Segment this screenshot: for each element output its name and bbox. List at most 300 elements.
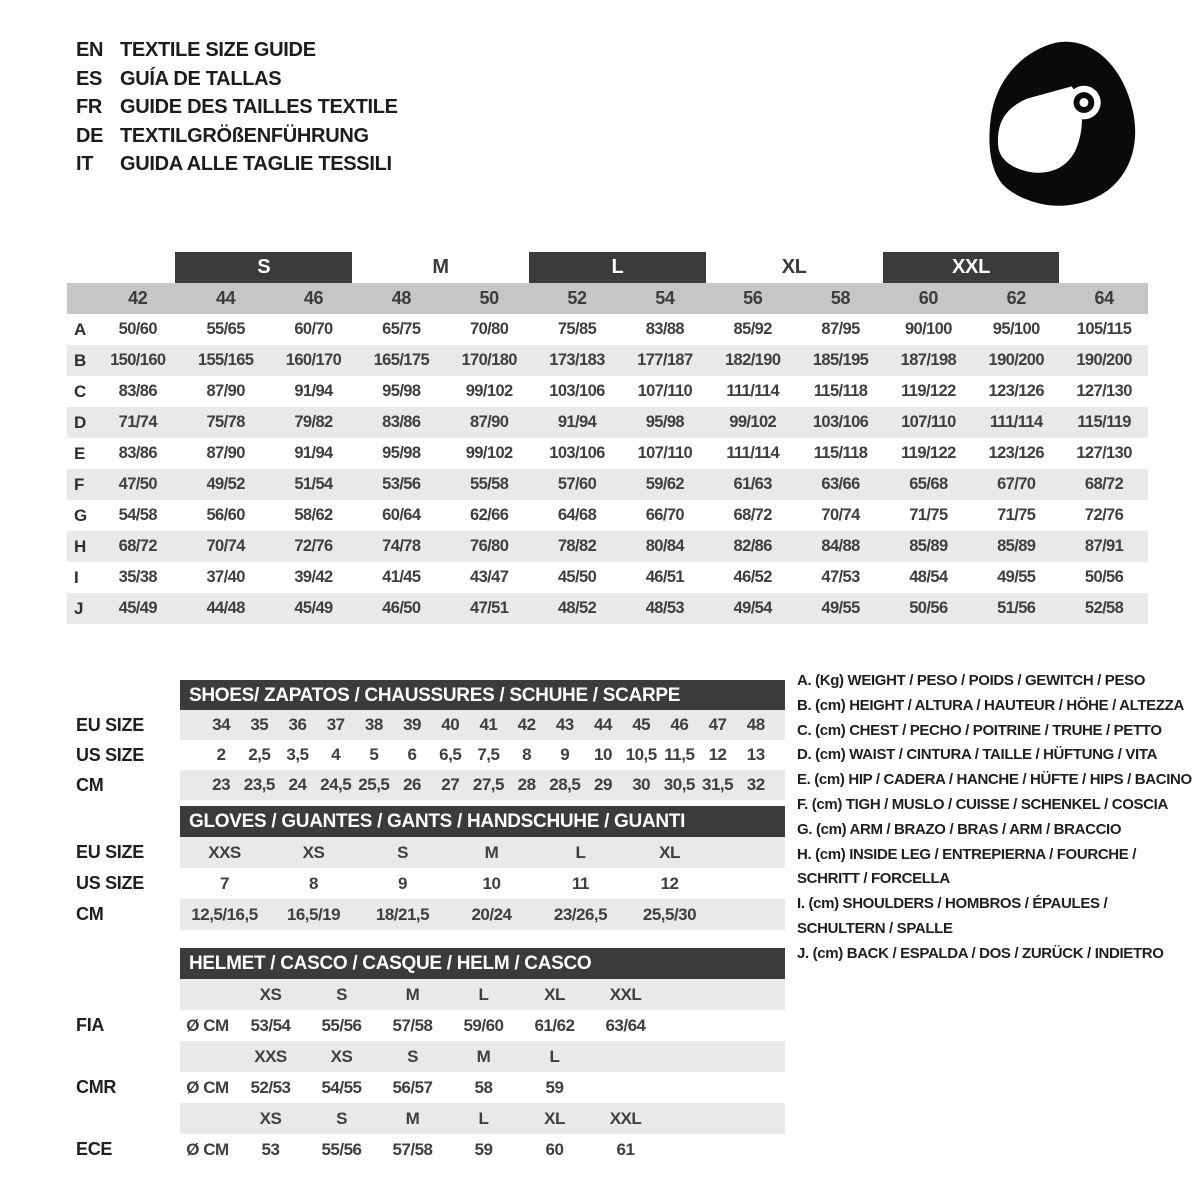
size-value: 50/60 [118,320,157,338]
shoe-size-value: 27,5 [472,775,504,794]
size-value: 54/58 [118,506,157,524]
size-value: 48/53 [645,599,684,617]
shoe-size-value: 8 [522,745,532,764]
shoe-size-value: 48 [746,715,765,734]
gloves-row-eu-size [180,837,785,868]
row-letter: H [74,536,87,556]
helmet-size-value: 59/60 [463,1015,504,1035]
size-value: 95/98 [382,444,421,462]
size-value: 155/165 [197,351,254,369]
shoes-label-cm: CM [76,775,104,795]
helmet-size-header-fia [180,979,785,1010]
helmet-size-name: L [478,1108,489,1128]
helmet-size-name: L [549,1046,560,1066]
size-value: 47/51 [470,599,509,617]
shoe-size-value: 27 [441,775,460,794]
shoe-size-value: 37 [326,715,345,734]
shoes-row-cm [180,770,785,800]
size-value: 127/130 [1076,382,1132,400]
size-group-xl: XL [781,256,807,278]
glove-size-value: L [575,842,586,862]
shoe-size-value: 32 [746,775,765,794]
helmet-size-value: 60 [545,1139,564,1159]
shoes-row-eu-size [180,710,785,740]
size-value: 85/89 [997,537,1036,555]
size-value: 83/86 [118,382,157,400]
size-value: 83/88 [645,320,684,338]
shoes-label-eu-size: EU SIZE [76,715,144,735]
size-value: 160/170 [285,351,342,369]
language-row [76,150,398,179]
size-value: 70/80 [470,320,509,338]
numeric-size: 52 [567,288,587,308]
helmet-size-value: 57/58 [392,1015,433,1035]
language-code: ES [76,67,103,90]
row-letter: G [74,505,88,525]
numeric-size: 58 [830,288,851,308]
size-value: 95/98 [645,413,684,431]
glove-size-value: M [484,842,499,862]
helmet-size-value: 55/56 [321,1015,362,1035]
measurement-legend [797,669,1196,967]
numeric-size: 54 [655,288,675,308]
glove-size-value: XS [302,842,325,862]
shoe-size-value: 46 [670,715,689,734]
size-value: 87/91 [1084,537,1124,555]
size-value: 58/62 [294,506,333,524]
helmet-size-value: 53 [261,1139,280,1159]
helmet-size-name: M [405,1108,420,1128]
helmet-size-value: 53/54 [250,1015,291,1035]
size-value: 46/52 [733,568,772,586]
size-value: 91/94 [294,444,333,462]
size-value: 71/75 [909,506,948,524]
helmet-size-name: XXL [609,1108,642,1128]
glove-size-value: 25,5/30 [642,904,697,924]
helmet-size-name: XS [330,1046,353,1066]
size-value: 85/92 [733,320,772,338]
helmet-size-name: XS [259,984,282,1004]
size-value: 74/78 [382,537,421,555]
shoe-size-value: 10,5 [625,745,657,764]
glove-size-value: 20/24 [471,904,512,924]
size-value: 103/106 [549,382,605,400]
size-value: 45/49 [294,599,333,617]
measurement-row-j [67,593,1148,624]
size-value: 107/110 [637,382,693,400]
size-value: 103/106 [812,413,869,431]
size-value: 91/94 [294,382,333,400]
size-value: 35/38 [118,568,157,586]
shoe-size-value: 4 [331,745,341,764]
helmet-size-value: 56/57 [392,1077,433,1097]
shoe-size-value: 43 [555,715,574,734]
measurement-row-i [67,562,1148,593]
size-value: 68/72 [118,537,157,555]
shoe-size-value: 40 [441,715,460,734]
helmet-size-value: 61 [616,1139,635,1159]
shoe-size-value: 24,5 [320,775,352,794]
numeric-size: 64 [1094,288,1114,308]
size-value: 52/58 [1084,599,1124,617]
size-value: 83/86 [118,444,157,462]
shoe-size-value: 28 [517,775,536,794]
size-value: 60/64 [382,506,421,524]
helmet-size-value: 63/64 [605,1015,646,1035]
row-letter: B [74,350,87,370]
helmet-size-value: 57/58 [392,1139,433,1159]
helmet-size-value: 55/56 [321,1139,362,1159]
shoe-size-value: 10 [594,745,612,764]
size-value: 170/180 [461,351,517,369]
size-value: 66/70 [645,506,684,524]
shoe-size-value: 36 [288,715,307,734]
glove-size-value: 12,5/16,5 [191,904,258,924]
shoe-size-value: 28,5 [549,775,581,794]
glove-size-value: 23/26,5 [553,904,608,924]
size-value: 37/40 [206,568,245,586]
legend-item-c: C. (cm) CHEST / PECHO / POITRINE / TRUHE / PETTO [797,721,1162,739]
helmet-values-fia [180,1010,785,1041]
size-value: 115/118 [813,382,868,400]
size-value: 103/106 [549,444,605,462]
row-letter: J [74,598,84,618]
size-value: 72/76 [294,537,333,555]
shoe-size-value: 25,5 [358,775,390,794]
legend-item-i: I. (cm) SHOULDERS / HOMBROS / ÉPAULES / SCHULTERN / SPALLE [797,895,1108,937]
size-value: 111/114 [726,382,780,400]
shoe-size-value: 29 [594,775,612,794]
size-value: 190/200 [1076,351,1132,369]
size-value: 185/195 [812,351,869,369]
size-value: 75/85 [557,320,597,338]
size-value: 150/160 [110,351,166,369]
shoe-size-value: 2,5 [248,745,271,764]
size-value: 64/68 [557,506,597,524]
size-value: 53/56 [382,475,421,493]
shoe-size-value: 30 [632,775,651,794]
size-value: 187/198 [900,351,957,369]
size-value: 173/183 [549,351,605,369]
gloves-row-us-size [180,868,785,899]
gloves-row-cm [180,899,785,930]
size-value: 55/58 [470,475,509,493]
size-value: 115/118 [813,444,868,462]
helmet-size-value: 59 [545,1077,564,1097]
shoe-size-value: 12 [708,745,727,764]
size-value: 41/45 [382,568,421,586]
size-value: 49/54 [733,599,772,617]
size-value: 60/70 [294,320,333,338]
size-value: 43/47 [470,568,509,586]
diameter-unit: Ø CM [186,1015,229,1035]
size-value: 71/74 [118,413,157,431]
language-code: DE [76,124,104,147]
numeric-size: 56 [743,288,763,308]
legend-item-h: H. (cm) INSIDE LEG / ENTREPIERNA / FOURCHE / SCHRITT / FORCELLA [797,845,1137,888]
shoe-size-value: 34 [212,715,231,734]
glove-size-value: 16,5/19 [286,904,341,924]
measurement-row-g [67,500,1148,531]
shoe-size-value: 26 [403,775,421,794]
measurement-row-d [67,407,1148,438]
size-group-header [67,252,1148,283]
helmet-size-name: XL [544,1108,565,1128]
size-value: 95/100 [992,320,1040,338]
legend-item-e: E. (cm) HIP / CADERA / HANCHE / HÜFTE / HIPS / BACINO [797,771,1192,789]
helmet-size-header-cmr [180,1041,785,1072]
language-title: TEXTILGRÖßENFÜHRUNG [120,124,369,147]
size-value: 57/60 [557,475,597,493]
size-value: 48/52 [557,599,597,617]
measurement-row-f [67,469,1148,500]
language-row [76,65,398,94]
size-value: 119/122 [901,382,956,400]
shoe-size-value: 24 [288,775,307,794]
language-row [76,93,398,122]
helmet-size-name: L [478,984,489,1004]
size-value: 68/72 [1084,475,1124,493]
glove-size-value: XL [659,842,680,862]
size-value: 46/51 [645,568,684,586]
size-group-m: M [432,256,449,278]
legend-item-a: A. (Kg) WEIGHT / PESO / POIDS / GEWITCH / PESO [797,672,1146,689]
size-value: 87/90 [206,444,245,462]
shoe-size-value: 45 [632,715,651,734]
size-value: 165/175 [373,351,430,369]
glove-size-value: 18/21,5 [375,904,430,924]
glove-size-value: 8 [309,873,318,893]
legend-item-g: G. (cm) ARM / BRAZO / BRAS / ARM / BRACCIO [797,820,1122,838]
size-group-s: S [175,252,352,283]
shoes-row-us-size [180,740,785,770]
size-value: 49/52 [206,475,245,493]
size-value: 84/88 [821,537,860,555]
shoe-size-value: 47 [708,715,727,734]
language-title: GUÍA DE TALLAS [120,67,282,90]
gloves-label-us-size: US SIZE [76,873,144,893]
row-letter: E [74,443,86,463]
size-value: 75/78 [206,413,245,431]
numeric-size: 50 [479,288,499,308]
size-value: 70/74 [821,506,860,524]
numeric-size: 46 [303,288,324,308]
shoe-size-value: 44 [594,715,612,734]
helmet-size-value: 52/53 [250,1077,291,1097]
size-group-xxl: XXL [883,252,1060,283]
row-letter: A [74,319,87,339]
shoe-size-value: 2 [216,745,226,764]
language-row [76,36,398,65]
language-code: EN [76,39,104,61]
shoe-size-value: 6 [407,745,417,764]
size-value: 95/98 [382,382,421,400]
legend-item-f: F. (cm) TIGH / MUSLO / CUISSE / SCHENKEL / COSCIA [797,795,1168,813]
size-value: 50/56 [1084,568,1124,586]
measurement-row-h [67,531,1148,562]
shoe-size-value: 7,5 [477,745,500,764]
size-value: 70/74 [206,537,245,555]
glove-size-value: 10 [482,873,501,893]
size-value: 99/102 [729,413,777,431]
size-value: 111/114 [989,413,1043,431]
size-value: 79/82 [294,413,333,431]
size-value: 47/53 [821,568,860,586]
size-value: 47/50 [118,475,157,493]
helmet-size-name: S [407,1046,418,1066]
language-title: GUIDA ALLE TAGLIE TESSILI [120,153,392,175]
size-value: 65/68 [909,475,948,493]
legend-item-j: J. (cm) BACK / ESPALDA / DOS / ZURÜCK / INDIETRO [797,944,1164,962]
size-value: 90/100 [904,320,952,338]
helmet-size-value: 61/62 [534,1015,575,1035]
shoe-size-value: 39 [403,715,421,734]
glove-size-value: XXS [208,842,241,862]
shoe-size-value: 3,5 [286,745,309,764]
helmet-values-cmr [180,1072,785,1103]
size-value: 39/42 [294,568,333,586]
size-value: 71/75 [997,506,1036,524]
legend-item-b: B. (cm) HEIGHT / ALTURA / HAUTEUR / HÖHE / ALTEZZA [797,696,1184,714]
shoes-section-title: SHOES/ ZAPATOS / CHAUSSURES / SCHUHE / SCARPE [180,680,785,711]
row-letter: F [74,474,85,494]
numeric-size: 60 [918,288,938,308]
size-value: 83/86 [382,413,421,431]
glove-size-value: 12 [660,873,679,893]
shoe-size-value: 23,5 [243,775,275,794]
helmet-size-name: S [336,984,347,1004]
shoes-label-us-size: US SIZE [76,745,144,765]
legend-item-d: D. (cm) WAIST / CINTURA / TAILLE / HÜFTUNG / VITA [797,746,1158,764]
shoe-size-value: 35 [250,715,269,734]
language-title: TEXTILE SIZE GUIDE [120,39,316,61]
size-value: 87/95 [821,320,860,338]
numeric-size: 48 [391,288,411,308]
helmet-size-name: XL [544,984,565,1004]
helmet-standard-label-fia: FIA [76,1015,105,1035]
helmet-size-value: 54/55 [321,1077,362,1097]
measurement-row-b [67,345,1148,376]
language-title: GUIDE DES TAILLES TEXTILE [120,96,398,118]
helmet-values-ece [180,1134,785,1165]
measurement-row-e [67,438,1148,469]
size-value: 85/89 [909,537,948,555]
shoe-size-value: 11,5 [664,745,695,764]
textile-size-table [67,252,1148,624]
size-value: 115/119 [1077,413,1131,431]
measurement-row-a [67,314,1148,345]
shoe-size-value: 42 [517,715,536,734]
corner-spacer [67,283,94,314]
helmet-size-value: 58 [474,1077,493,1097]
size-value: 82/86 [733,537,772,555]
helmet-size-name: XXS [254,1046,287,1066]
glove-size-value: 9 [398,873,407,893]
glove-size-value: S [397,842,408,862]
helmet-standard-label-cmr: CMR [76,1077,117,1097]
row-letter: I [74,567,79,587]
shoe-size-value: 38 [364,715,383,734]
size-group-l: L [529,252,706,283]
size-value: 127/130 [1076,444,1132,462]
shoe-size-value: 41 [479,715,498,734]
numeric-size: 62 [1006,288,1026,308]
size-value: 87/90 [206,382,245,400]
gloves-label-cm: CM [76,904,104,924]
size-value: 107/110 [901,413,956,431]
glove-size-value: 11 [572,873,589,893]
helmet-size-name: S [336,1108,347,1128]
gloves-section-title: GLOVES / GUANTES / GANTS / HANDSCHUHE / GUANTI [180,806,785,837]
helmet-size-name: M [476,1046,491,1066]
shoe-size-value: 23 [212,775,231,794]
size-value: 46/50 [382,599,421,617]
helmet-size-name: M [405,984,420,1004]
size-value: 48/54 [909,568,948,586]
size-value: 49/55 [821,599,860,617]
glove-size-value: 7 [220,873,229,893]
helmet-standard-label-ece: ECE [76,1139,113,1159]
size-value: 67/70 [997,475,1036,493]
size-value: 68/72 [733,506,772,524]
size-value: 91/94 [557,413,597,431]
size-value: 55/65 [206,320,245,338]
size-value: 65/75 [382,320,421,338]
size-value: 51/54 [294,475,333,493]
size-value: 107/110 [637,444,693,462]
shoe-size-value: 13 [746,745,765,764]
language-title-list [76,36,398,179]
size-value: 123/126 [988,444,1044,462]
size-value: 87/90 [470,413,509,431]
size-value: 190/200 [988,351,1044,369]
size-value: 80/84 [645,537,684,555]
size-value: 51/56 [997,599,1036,617]
size-value: 123/126 [988,382,1044,400]
size-value: 45/49 [118,599,157,617]
gloves-label-eu-size: EU SIZE [76,842,144,862]
racing-helmet-icon [980,38,1138,210]
shoe-size-value: 30,5 [663,775,695,794]
numeric-size: 42 [128,288,148,308]
helmet-size-name: XXL [609,984,642,1004]
numeric-size-header [67,283,1148,314]
size-value: 61/63 [733,475,772,493]
diameter-unit: Ø CM [186,1077,229,1097]
language-code: FR [76,96,103,118]
size-value: 59/62 [645,475,684,493]
row-letter: D [74,412,87,432]
row-letter: C [74,381,87,401]
language-code: IT [76,153,94,175]
size-value: 56/60 [206,506,245,524]
size-value: 177/187 [637,351,693,369]
size-value: 63/66 [821,475,860,493]
size-value: 44/48 [206,599,245,617]
size-value: 105/115 [1076,320,1132,338]
helmet-size-name: XS [259,1108,282,1128]
shoe-size-value: 9 [560,745,570,764]
measurement-row-c [67,376,1148,407]
size-value: 99/102 [465,444,513,462]
size-value: 78/82 [557,537,597,555]
size-value: 111/114 [726,444,780,462]
helmet-section-title: HELMET / CASCO / CASQUE / HELM / CASCO [180,948,785,979]
shoe-size-value: 5 [369,745,379,764]
size-value: 76/80 [470,537,509,555]
size-value: 99/102 [465,382,513,400]
size-value: 62/66 [470,506,509,524]
